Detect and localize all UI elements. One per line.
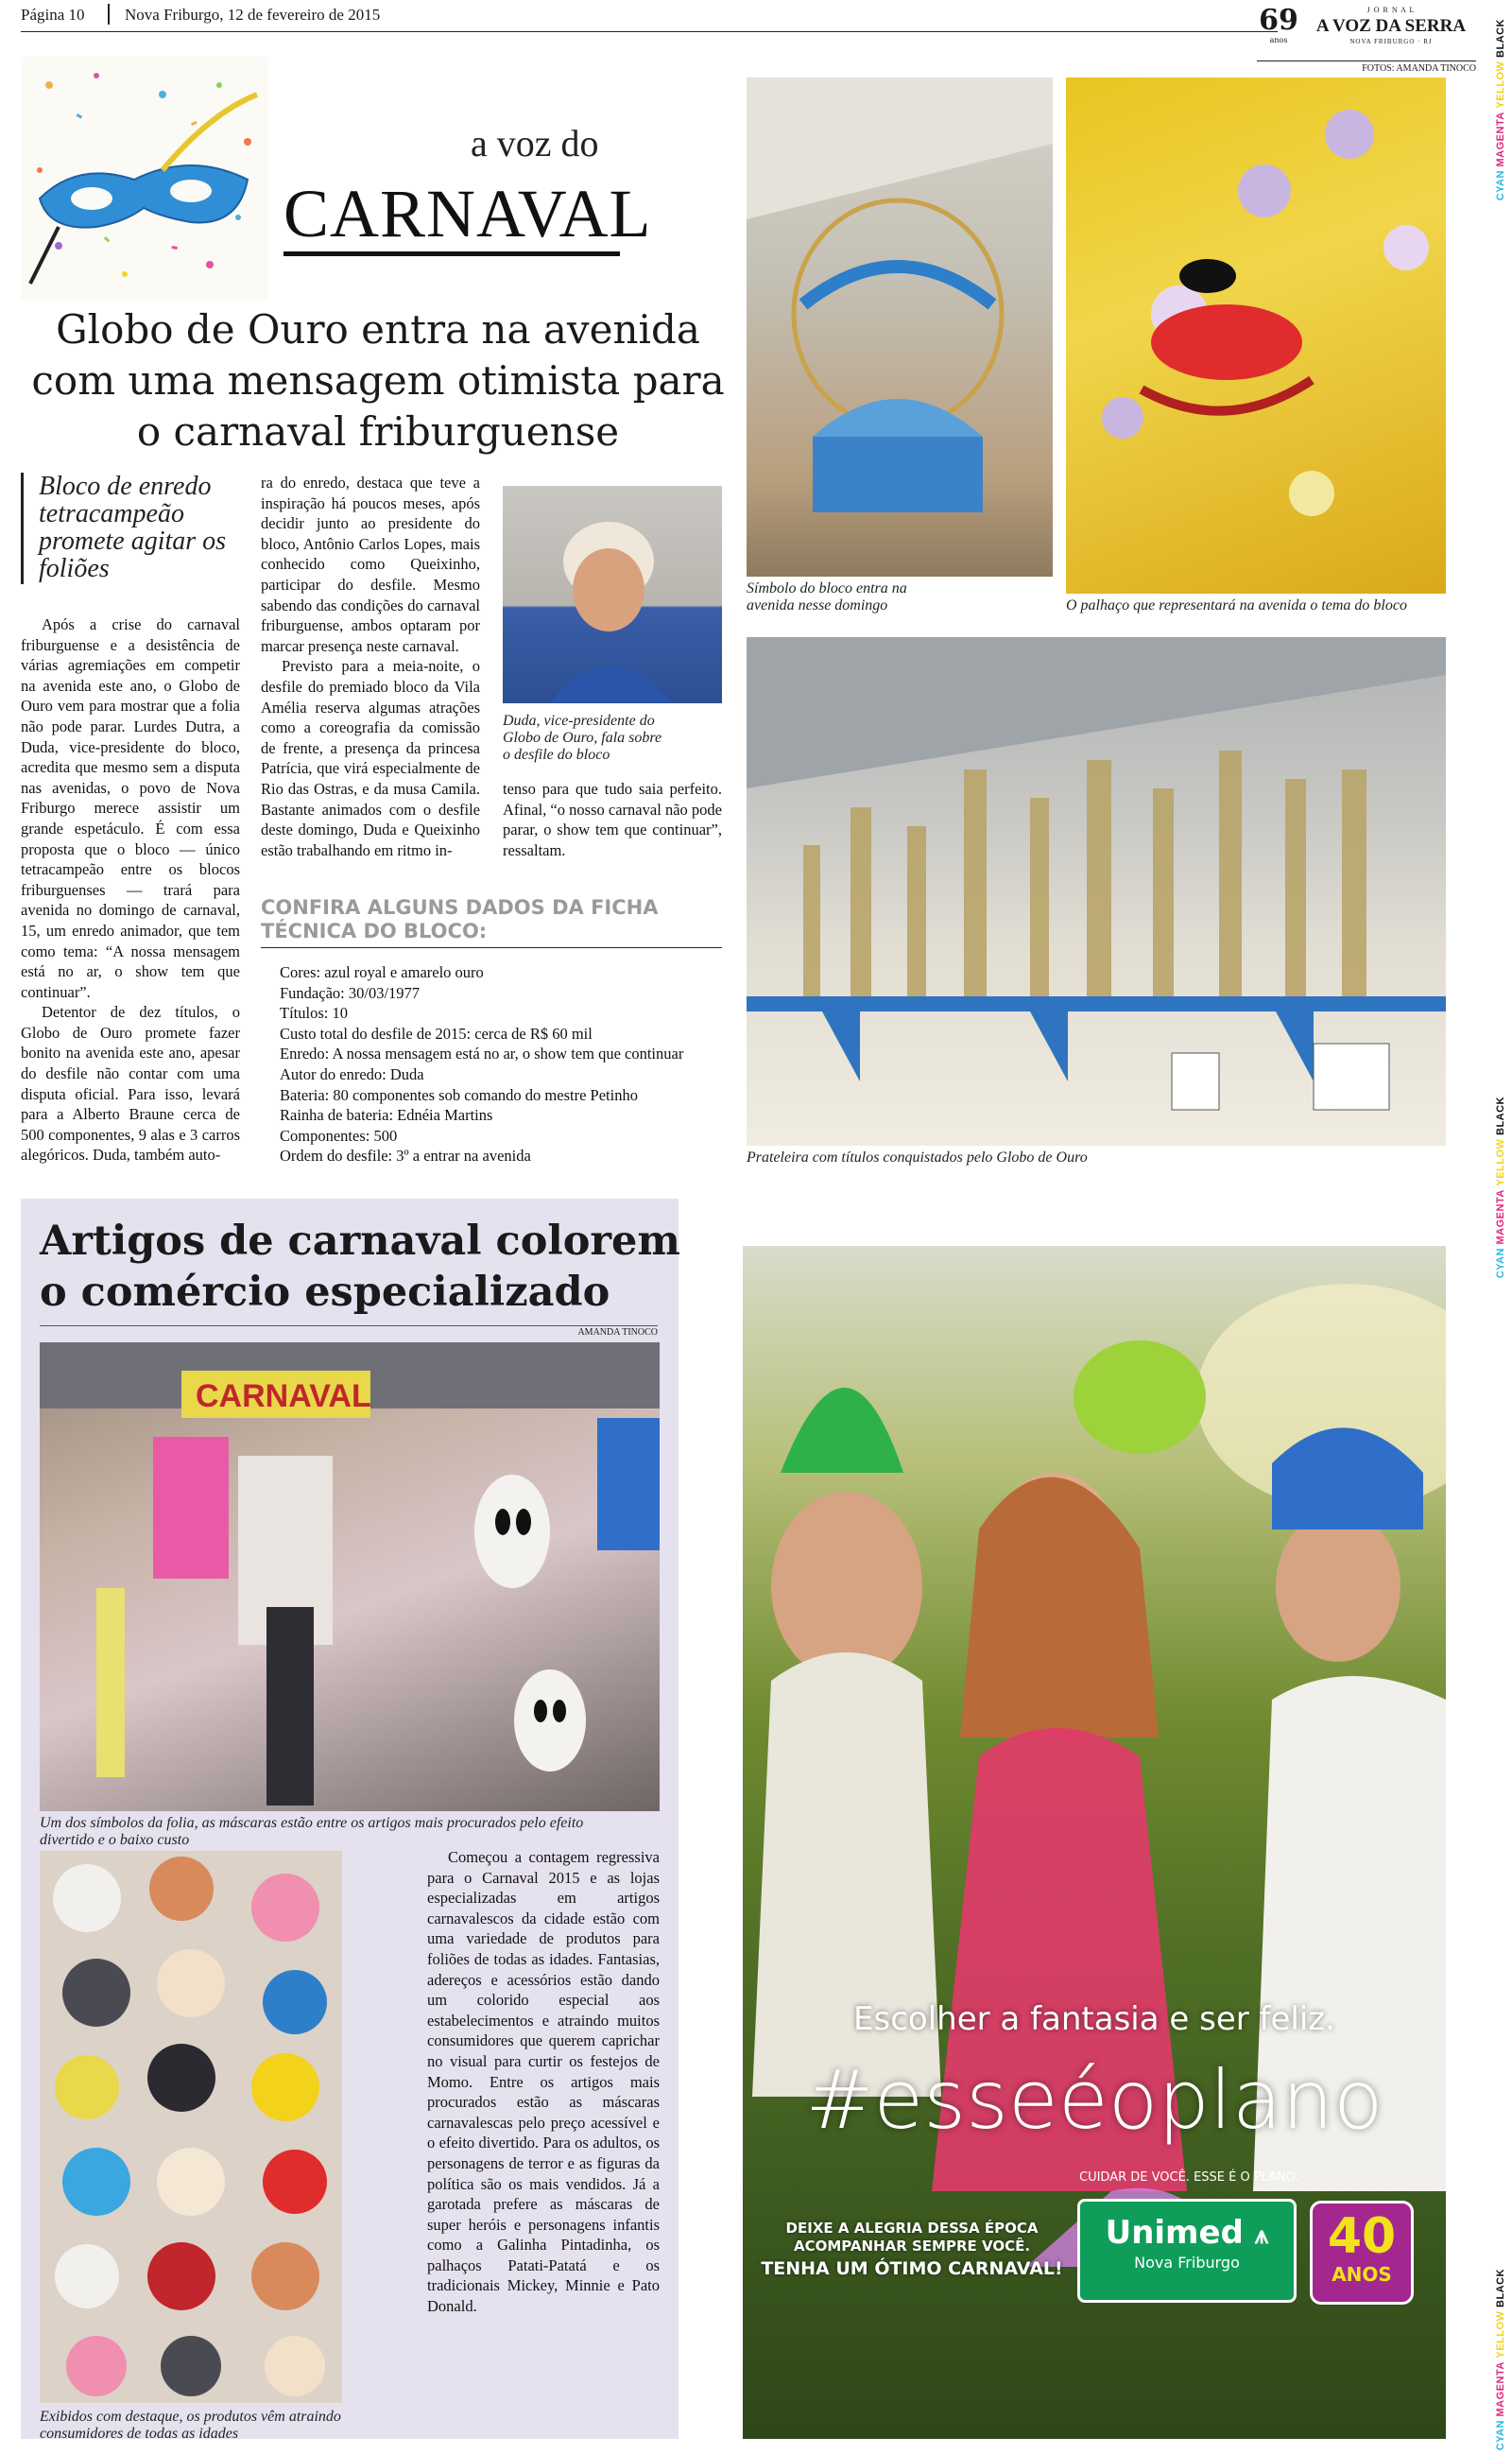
fact-item: Fundação: 30/03/1977: [280, 983, 421, 1002]
unimed-tree-icon: ⩚: [1254, 2221, 1269, 2250]
article2-box: [21, 1199, 680, 2442]
duda-photo-caption: Duda, vice-presidente do Globo de Ouro, fala sobre o desfile do bloco: [503, 713, 662, 763]
photo-credit: FOTOS: AMANDA TINOCO: [1257, 60, 1476, 74]
article2-body: Começou a contagem regressiva para o Carnaval 2015 e as lojas especializadas em artigos carnavalescos da cidade estão com uma variedade de produtos para foliões de todas as idades. Fantasias, adereços e acessórios estão dando um colorido especial aos estabelecimentos e atraindo muitos consumidores que querem caprichar no visual para curtir os festejos de Momo. Entre os artigos mais procurados estão as máscaras carnavalescas pelo preço acessível e o efeito divertido. Para os adultos, os personagens de terror e as figuras da política são os mais vendidos. Já a garotada prefere as máscaras de super heróis e personagens infantis como a Galinha Pintadinha, os palhaços Patati-Patatá e os tradicionais Mickey, Minnie e Pato Donald.: [427, 1848, 660, 2316]
newspaper-logo: [1259, 6, 1476, 55]
clown-photo: [1066, 78, 1446, 594]
masks-photo-caption: Exibidos com destaque, os produtos vêm atraindo consumidores de todas as idades: [40, 2409, 341, 2442]
fact-item: Títulos: 10: [280, 1004, 348, 1023]
fact-item: Enredo: A nossa mensagem está no ar, o show tem que continuar: [280, 1045, 684, 1063]
logo-name: A VOZ DA SERRA: [1315, 16, 1467, 36]
trophy-shelf-caption: Prateleira com títulos conquistados pelo Globo de Ouro: [747, 1149, 1088, 1166]
unimed-logo: Unimed ⩚ Nova Friburgo: [1077, 2199, 1297, 2303]
store-photo-caption: Um dos símbolos da folia, as máscaras estão entre os artigos mais procurados pelo efeito divertido e o baixo custo: [40, 1815, 584, 1848]
section-kicker: a voz do: [471, 122, 599, 164]
article1-column-3: tenso para que tudo saia perfeito. Afinal, “o nosso carnaval não pode parar, o show tem que continuar”, ressaltam.: [503, 780, 722, 859]
fact-item: Ordem do desfile: 3º a entrar na avenida: [280, 1147, 531, 1166]
registration-mark-top: CYAN MAGENTA YELLOW BLACK: [1495, 19, 1506, 201]
store-sign: CARNAVAL: [196, 1378, 371, 1414]
fact-item: Custo total do desfile de 2015: cerca de R$ 60 mil: [280, 1024, 593, 1043]
article1-column-1: Após a crise do carnaval friburguense e a desistência de várias agremiações em competir na avenida este ano, o Globo de Ouro vem para mostrar que a folia não pode parar. Lurdes Dutra, a Duda, vice-presidente do bloco, acredita que mesmo sem a disputa nas avenidas, o povo de Nova Friburgo merece assistir um grande espetáculo. É com essa proposta que o bloco — único tetracampeão entre os blocos friburguenses — trará para avenida no domingo de carnaval, 15, um enredo animador, que tem como tema: “A nossa mensagem está no ar, o show tem que continuar”. Detentor de dez títulos, o Globo de Ouro promete fazer bonito na avenida este ano, apesar do desfile não contar com uma disputa oficial. Para isso, levará para a Alberto Braune cerca de 500 componentes, 9 alas e 3 carros alegóricos. Duda, também auto-: [21, 615, 240, 1165]
article1-deck: Bloco de enredo tetracampeão promete agitar os foliões: [21, 473, 248, 584]
page-number: Página 10: [21, 6, 85, 24]
ad-subline: CUIDAR DE VOCÊ. ESSE É O PLANO.: [1079, 2170, 1299, 2185]
symbol-photo: [747, 78, 1053, 577]
logo-mark-icon: 69 anos: [1259, 4, 1298, 44]
mask-confetti-icon: [21, 57, 268, 301]
fact-item: Autor do enredo: Duda: [280, 1064, 424, 1083]
logo-small-bottom: NOVA FRIBURGO · RJ: [1349, 38, 1433, 45]
section-title: CARNAVAL: [284, 176, 652, 251]
anniversary-badge: 40 ANOS: [1310, 2201, 1414, 2305]
masks-photo: [40, 1851, 342, 2403]
duda-photo: [503, 486, 722, 703]
fact-item: Bateria: 80 componentes sob comando do mestre Petinho: [280, 1085, 638, 1104]
ad-hashtag: #esseéoplano: [805, 2053, 1383, 2148]
store-photo: [40, 1342, 660, 1811]
fact-item: Componentes: 500: [280, 1126, 398, 1145]
carnival-mask-illustration: [21, 57, 268, 301]
fact-item: Rainha de bateria: Ednéia Martins: [280, 1106, 493, 1125]
article1-column-2: ra do enredo, destaca que teve a inspiração há poucos meses, após decidir junto ao presidente do bloco, Antônio Carlos Lopes, mais conhecido como Queixinho, participar do desfile. Mesmo sabendo das condições do carnaval friburguense, ambos optaram por marcar presença neste carnaval. Previsto para a meia-noite, o desfile do premiado bloco da Vila Amélia reserva algumas atrações como a coreografia da comissão de frente, a presença da princesa Patrícia, que virá especialmente de Rio das Ostras, e da musa Camila. Bastante animados com o desfile deste domingo, Duda e Queixinho estão trabalhando em ritmo in-: [261, 474, 480, 859]
symbol-photo-caption: Símbolo do bloco entra na avenida nesse domingo: [747, 580, 907, 614]
trophy-shelf-photo: [747, 637, 1446, 1146]
article2-headline: Artigos de carnaval colorem o comércio especializado: [40, 1218, 680, 1316]
fact-item: Cores: azul royal e amarelo ouro: [280, 963, 484, 981]
logo-small-top: J O R N A L: [1366, 6, 1416, 14]
section-title-rule: [284, 251, 620, 256]
article2-credit: AMANDA TINOCO: [40, 1325, 658, 1338]
clown-photo-caption: O palhaço que representará na avenida o tema do bloco: [1066, 597, 1407, 614]
registration-mark-bottom: CYAN MAGENTA YELLOW BLACK: [1495, 2269, 1506, 2451]
unimed-ad: [743, 1246, 1446, 2439]
article1-headline: Globo de Ouro entra na avenida com uma mensagem otimista para o carnaval friburguense: [31, 306, 725, 455]
ad-message: DEIXE A ALEGRIA DESSA ÉPOCA ACOMPANHAR SEMPRE VOCÊ. TENHA UM ÓTIMO CARNAVAL!: [761, 2220, 1063, 2279]
registration-mark-middle: CYAN MAGENTA YELLOW BLACK: [1495, 1097, 1506, 1279]
fact-sheet-heading: CONFIRA ALGUNS DADOS DA FICHA TÉCNICA DO BLOCO:: [261, 896, 722, 948]
ad-tagline: Escolher a fantasia e ser feliz.: [853, 2000, 1335, 2038]
page-header: [21, 0, 1278, 32]
fact-sheet-list: [280, 962, 733, 1167]
header-divider: [108, 4, 110, 25]
page-date: Nova Friburgo, 12 de fevereiro de 2015: [125, 6, 381, 24]
